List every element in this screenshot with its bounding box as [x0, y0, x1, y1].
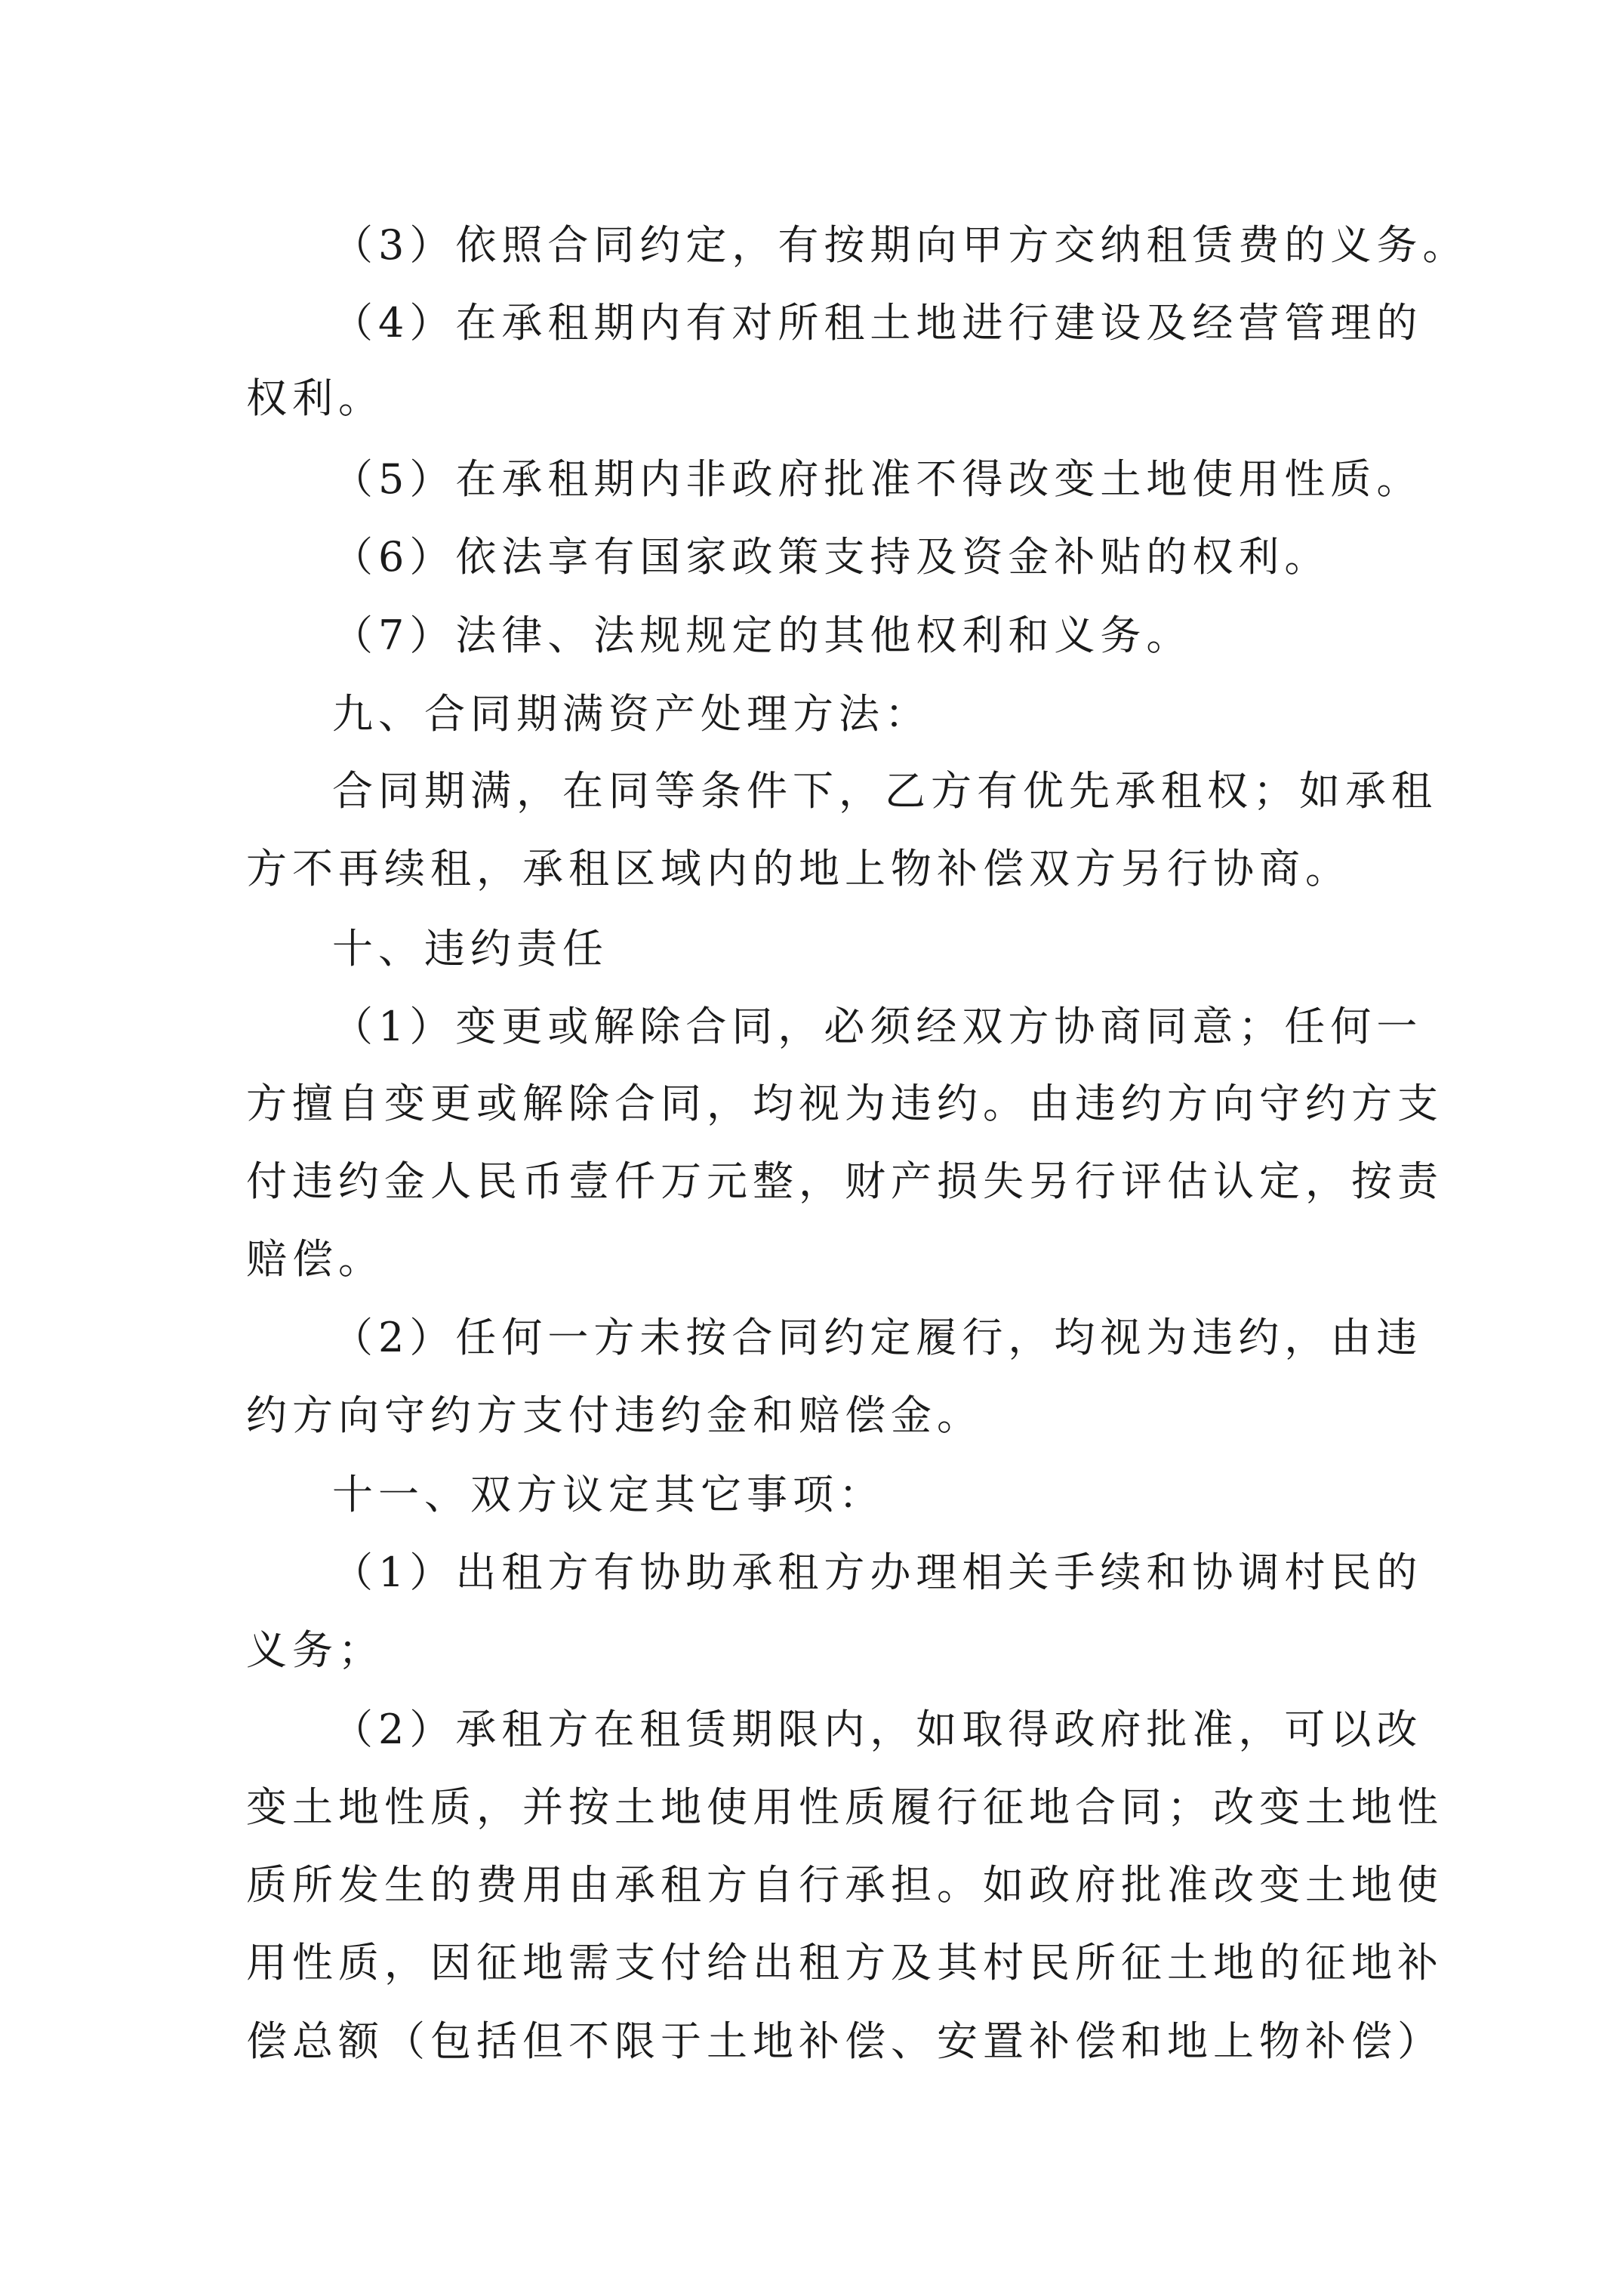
paragraph-other-1-cont: 义务； — [246, 1626, 384, 1674]
paragraph-other-2: （2）承租方在租赁期限内，如取得政府批准，可以改 — [332, 1706, 1423, 1753]
paragraph-right-4: （4）在承租期内有对所租土地进行建设及经营管理的 — [332, 299, 1423, 347]
paragraph-breach-1: （1）变更或解除合同，必须经双方协商同意；任何一 — [332, 1003, 1423, 1050]
paragraph-breach-1-cont: 方擅自变更或解除合同，均视为违约。由违约方向守约方支 — [246, 1080, 1443, 1127]
paragraph-other-2-cont: 质所发生的费用由承租方自行承担。如政府批准改变土地使 — [246, 1861, 1443, 1909]
paragraph-obligation-5: （5）在承租期内非政府批准不得改变土地使用性质。 — [332, 455, 1423, 503]
paragraph-item-7: （7）法律、法规规定的其他权利和义务。 — [332, 612, 1193, 659]
section-heading-9: 九、合同期满资产处理方法： — [332, 690, 931, 738]
paragraph-breach-1-cont: 付违约金人民币壹仟万元整，财产损失另行评估认定，按责 — [246, 1157, 1443, 1205]
paragraph-breach-1-cont: 赔偿。 — [246, 1235, 384, 1283]
paragraph-other-2-cont: 用性质，因征地需支付给出租方及其村民所征土地的征地补 — [246, 1939, 1443, 1986]
paragraph-right-6: （6）依法享有国家政策支持及资金补贴的权利。 — [332, 533, 1331, 581]
paragraph-other-1: （1）出租方有协助承租方办理相关手续和协调村民的 — [332, 1549, 1423, 1596]
section-heading-10: 十、违约责任 — [332, 925, 608, 972]
paragraph-section-9-cont: 方不再续租，承租区域内的地上物补偿双方另行协商。 — [246, 845, 1351, 892]
paragraph-breach-2: （2）任何一方未按合同约定履行，均视为违约，由违 — [332, 1314, 1423, 1361]
paragraph-obligation-3: （3）依照合同约定，有按期向甲方交纳租赁费的义务。 — [332, 221, 1469, 269]
section-heading-11: 十一、双方议定其它事项： — [332, 1471, 885, 1518]
paragraph-other-2-cont: 偿总额（包括但不限于土地补偿、安置补偿和地上物补偿） — [246, 2017, 1443, 2065]
paragraph-right-4-cont: 权利。 — [246, 374, 384, 422]
paragraph-breach-2-cont: 约方向守约方支付违约金和赔偿金。 — [246, 1391, 983, 1439]
paragraph-other-2-cont: 变土地性质，并按土地使用性质履行征地合同；改变土地性 — [246, 1783, 1443, 1831]
paragraph-section-9: 合同期满，在同等条件下，乙方有优先承租权；如承租 — [332, 767, 1437, 815]
